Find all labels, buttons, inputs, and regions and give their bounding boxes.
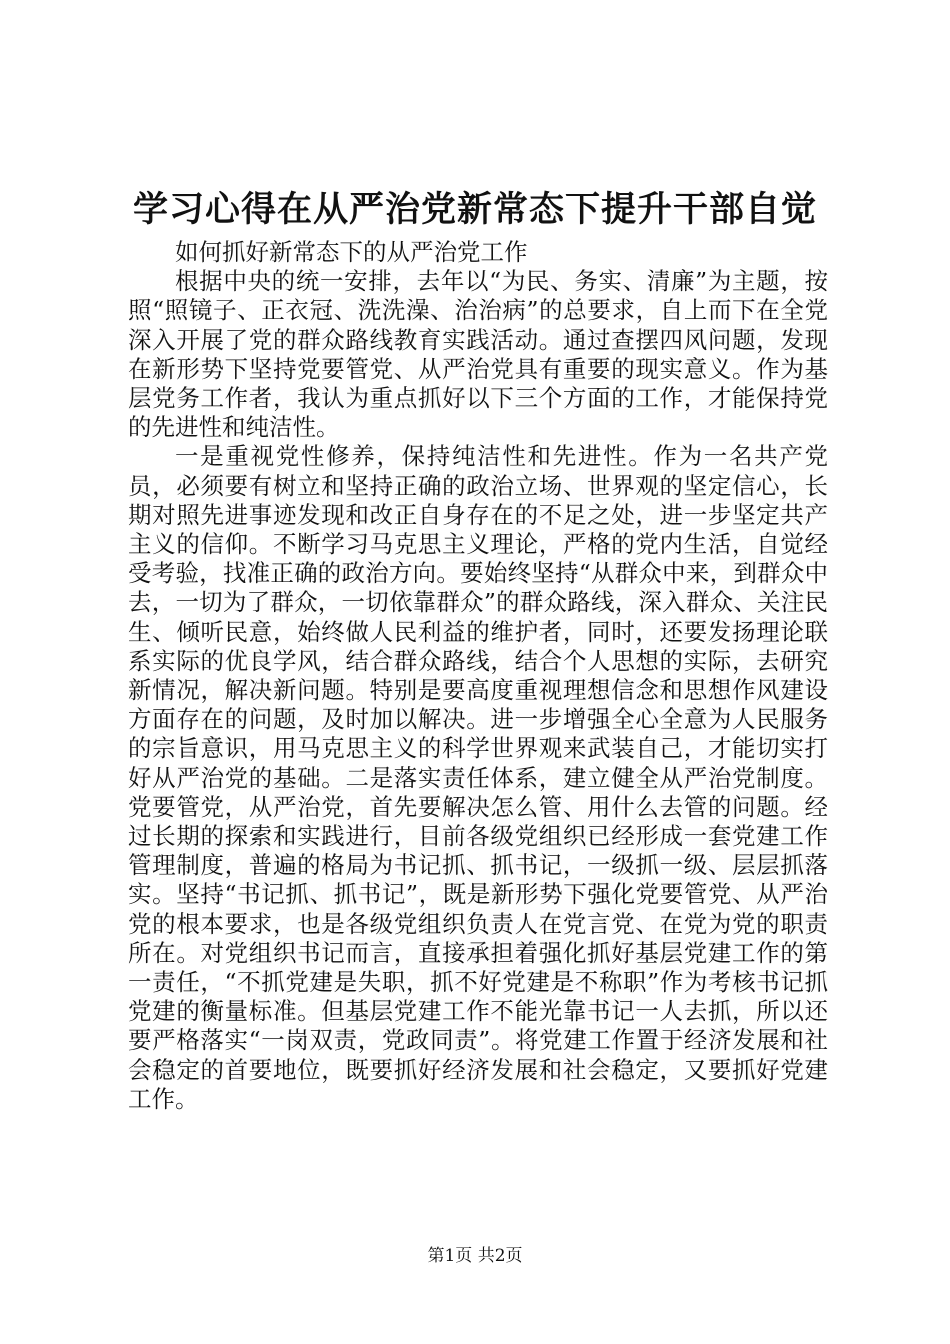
document-body: [128, 238, 828, 1114]
body-paragraph: 一是重视党性修养，保持纯洁性和先进性。作为一名共产党员，必须要有树立和坚持正确的政治立场、世界观的坚定信心，长期对照先进事迹发现和改正自身存在的不足之处，进一步坚定共产主义的信仰。不断学习马克思主义理论，严格的党内生活，自觉经受考验，找准正确的政治方向。要始终坚持“从群众中来，到群众中去，一切为了群众，一切依靠群众”的群众路线，深入群众、关注民生、倾听民意，始终做人民利益的维护者，同时，还要发扬理论联系实际的优良学风，结合群众路线，结合个人思想的实际，去研究新情况，解决新问题。特别是要高度重视理想信念和思想作风建设方面存在的问题，及时加以解决。进一步增强全心全意为人民服务的宗旨意识，用马克思主义的科学世界观来武装自己，才能切实打好从严治党的基础。二是落实责任体系，建立健全从严治党制度。党要管党，从严治党，首先要解决怎么管、用什么去管的问题。经过长期的探索和实践进行，目前各级党组织已经形成一套党建工作管理制度，普遍的格局为书记抓、抓书记，一级抓一级、层层抓落实。坚持“书记抓、抓书记”，既是新形势下强化党要管党、从严治党的根本要求，也是各级党组织负责人在党言党、在党为党的职责所在。对党组织书记而言，直接承担着强化抓好基层党建工作的第一责任，“不抓党建是失职，抓不好党建是不称职”作为考核书记抓党建的衡量标准。但基层党建工作不能光靠书记一人去抓，所以还要严格落实“一岗双责，党政同责”。将党建工作置于经济发展和社会稳定的首要地位，既要抓好经济发展和社会稳定，又要抓好党建工作。: [128, 442, 828, 1113]
page-number-footer: 第1页 共2页: [427, 1246, 523, 1266]
subtitle-paragraph: 如何抓好新常态下的从严治党工作: [175, 238, 528, 266]
body-paragraph: 根据中央的统一安排，去年以“为民、务实、清廉”为主题，按照“照镜子、正衣冠、洗洗澡、治治病”的总要求，自上而下在全党深入开展了党的群众路线教育实践活动。通过查摆四风问题，发现在新形势下坚持党要管党、从严治党具有重要的现实意义。作为基层党务工作者，我认为重点抓好以下三个方面的工作，才能保持党的先进性和纯洁性。: [128, 267, 828, 442]
document-title: 学习心得在从严治党新常态下提升干部自觉: [132, 189, 817, 230]
